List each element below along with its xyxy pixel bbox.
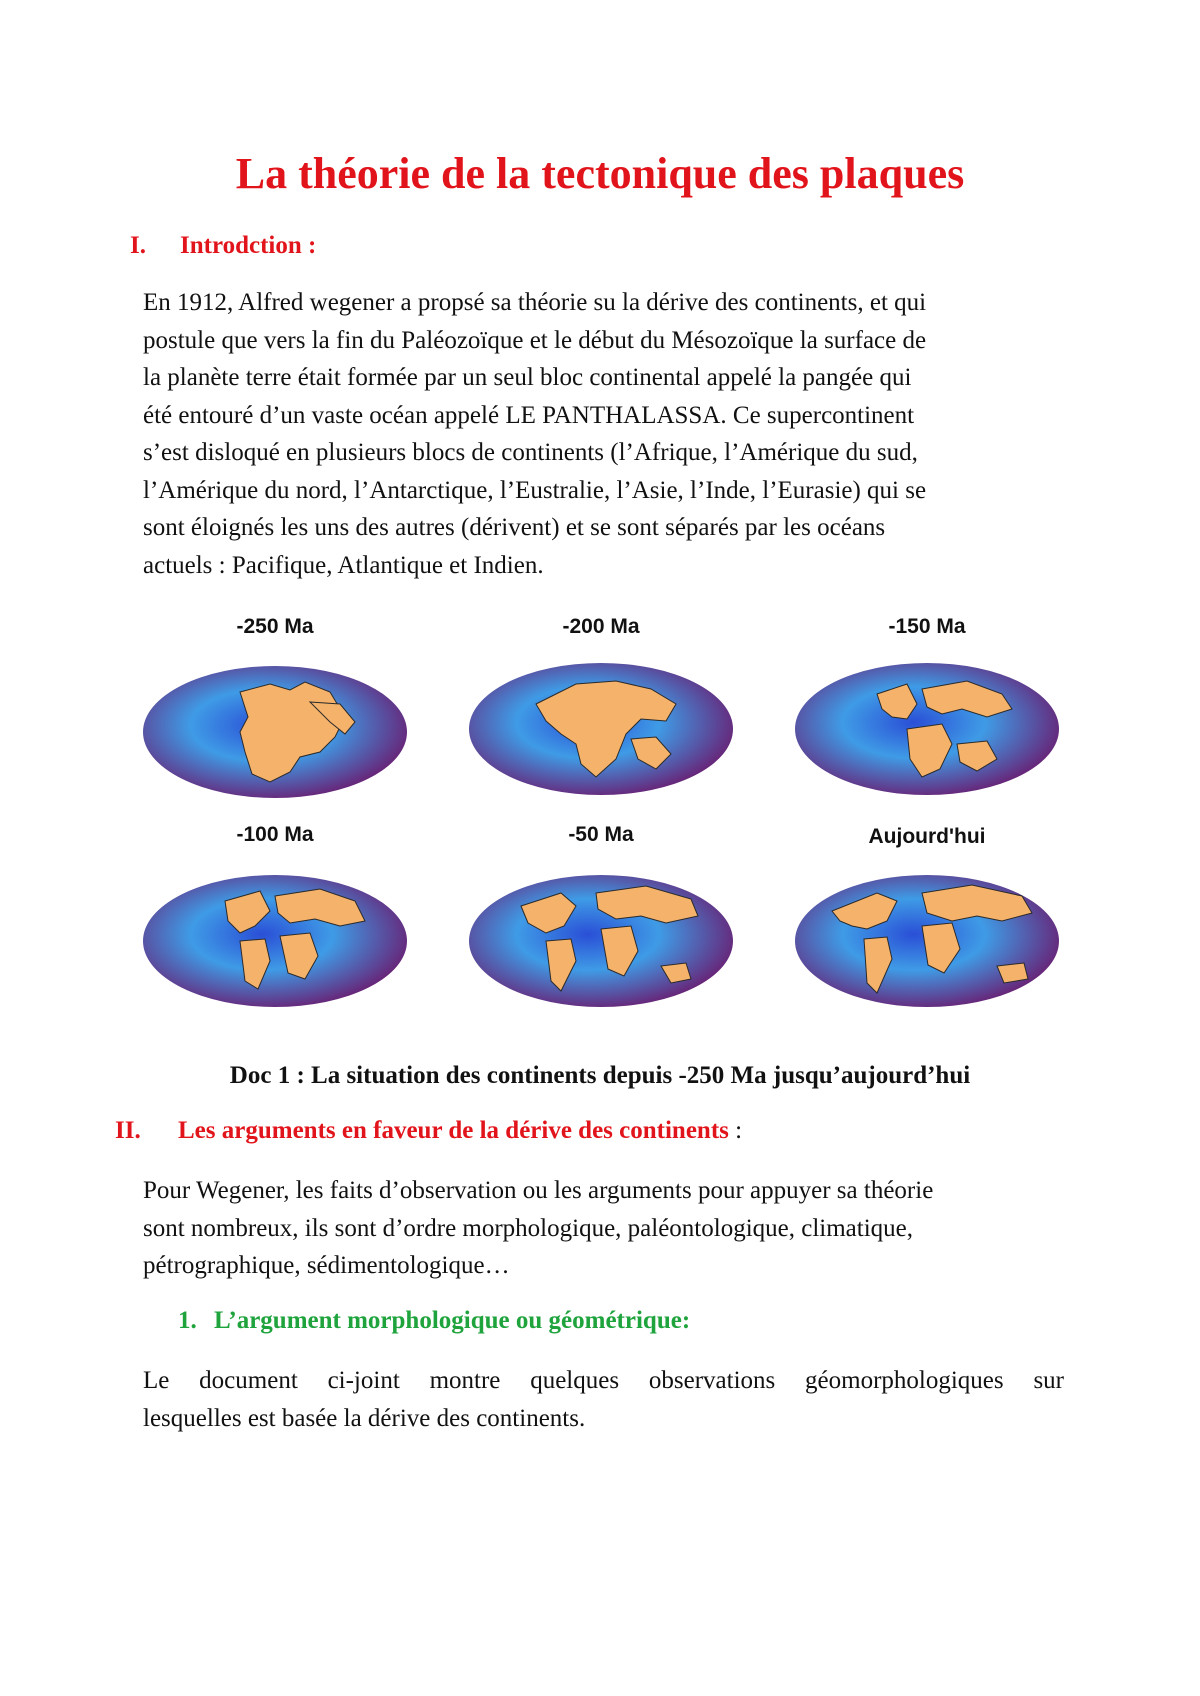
map-label: -250 Ma — [236, 615, 314, 638]
text-line: lesquelles est basée la dérive des continents. — [143, 1404, 586, 1432]
text-line: été entouré d’un vaste océan appelé LE PANTHALASSA. Ce supercontinent — [143, 401, 915, 429]
text-line: Pour Wegener, les faits d’observation ou les arguments pour appuyer sa théorie — [143, 1177, 934, 1204]
subsection-1-title: L’argument morphologique ou géométrique: — [214, 1307, 691, 1334]
text-line: Le document ci-joint montre quelques observations géomorphologiques sur — [143, 1367, 1064, 1394]
landmass — [922, 885, 1032, 921]
figure-caption: Doc 1 : La situation des continents depuis -250 Ma jusqu’aujourd’hui — [229, 1062, 971, 1089]
text-line: actuels : Pacifique, Atlantique et Indien. — [143, 551, 544, 579]
section-2-heading — [115, 1117, 742, 1145]
globe-map-250 — [140, 662, 410, 802]
text-line: pétrographique, sédimentologique… — [143, 1252, 510, 1279]
map-label: -150 Ma — [888, 615, 966, 638]
section-2-number: II. — [115, 1117, 141, 1144]
text-line: sont nombreux, ils sont d’ordre morphologique, paléontologique, climatique, — [143, 1214, 914, 1242]
globe-map-200 — [466, 659, 736, 799]
map-label: -100 Ma — [236, 823, 314, 846]
continental-drift-figure — [140, 607, 1065, 1027]
intro-paragraph — [143, 284, 1064, 584]
ocean-shape — [143, 875, 407, 1007]
section-1-heading — [130, 232, 316, 260]
arguments-paragraph — [143, 1172, 1064, 1285]
section-2-suffix: : — [728, 1117, 743, 1144]
map-label: -50 Ma — [568, 823, 634, 846]
text-line: sont éloignés les uns des autres (dérivent) et se sont séparés par les océans — [143, 514, 886, 541]
text-line: En 1912, Alfred wegener a propsé sa théorie su la dérive des continents, et qui — [143, 289, 927, 316]
section-1-number: I. — [130, 232, 146, 259]
globe-map-50 — [466, 871, 736, 1011]
map-label: Aujourd'hui — [868, 825, 986, 848]
globe-map-100 — [140, 871, 410, 1011]
section-2-title: Les arguments en faveur de la dérive des continents — [178, 1117, 729, 1144]
section-1-title: Introdction : — [180, 232, 317, 259]
text-line: s’est disloqué en plusieurs blocs de continents (l’Afrique, l’Amérique du sud, — [143, 439, 918, 466]
text-line: postule que vers la fin du Paléozoïque et le début du Mésozoïque la surface de — [143, 326, 927, 354]
text-line: l’Amérique du nord, l’Antarctique, l’Eustralie, l’Asie, l’Inde, l’Eurasie) qui se — [143, 476, 927, 504]
globe-map-today — [792, 871, 1062, 1011]
map-label: -200 Ma — [562, 615, 640, 638]
globe-map-150 — [792, 659, 1062, 799]
page-title: La théorie de la tectonique des plaques — [235, 149, 965, 198]
subsection-1-heading — [178, 1307, 690, 1335]
subsection-1-number: 1. — [178, 1307, 197, 1334]
text-line: la planète terre était formée par un seul bloc continental appelé la pangée qui — [143, 364, 912, 391]
morphology-paragraph — [143, 1362, 1064, 1437]
